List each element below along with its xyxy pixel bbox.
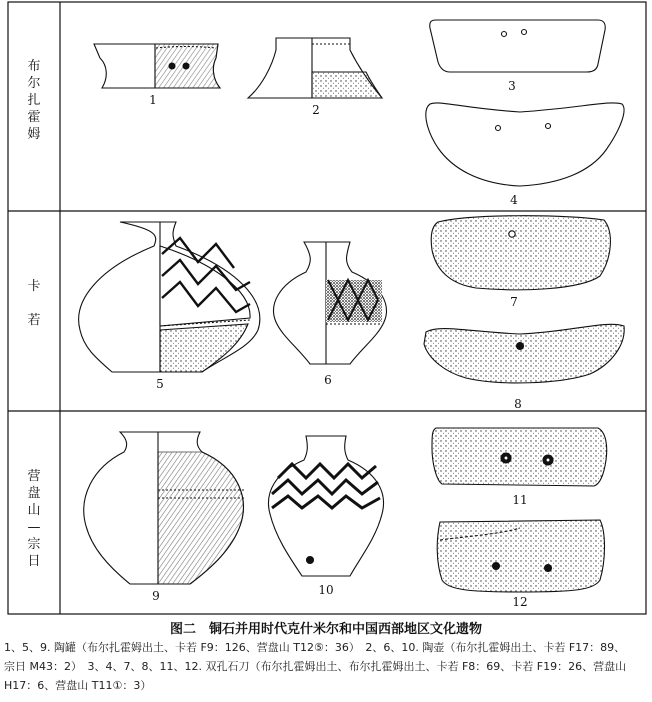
figure-caption: 图二 铜石并用时代克什米尔和中国西部地区文化遗物 xyxy=(169,622,482,637)
row-label-burzahom: 布尔扎霍姆 xyxy=(27,59,41,142)
artifact-4-stone-knife xyxy=(426,103,624,186)
artifact-label-9: 9 xyxy=(152,589,160,603)
figure-notes xyxy=(4,638,648,695)
artifact-10-pot xyxy=(268,436,383,576)
artifact-label-10: 10 xyxy=(318,583,334,597)
row-label-karuo: 卡若 xyxy=(27,279,41,328)
artifact-label-4: 4 xyxy=(510,193,518,207)
artifact-1-jar-fragment xyxy=(94,44,220,88)
artifact-12-stone-knife xyxy=(437,520,604,592)
row-label-yingpanshan-zongri: 营盘山—宗日 xyxy=(27,469,41,569)
artifact-label-11: 11 xyxy=(512,493,528,507)
artifact-label-2: 2 xyxy=(312,103,320,117)
artifact-5-jar xyxy=(79,222,260,372)
artifact-3-stone-knife xyxy=(430,20,605,72)
artifact-9-jar xyxy=(84,432,244,584)
artifact-8-stone-knife xyxy=(424,324,624,383)
note-line: H17：6、营盘山 T11①：3） xyxy=(4,679,152,692)
artifact-7-stone-knife xyxy=(431,216,610,290)
artifact-label-3: 3 xyxy=(508,79,516,93)
artifact-label-12: 12 xyxy=(512,595,528,609)
artifact-label-7: 7 xyxy=(510,295,518,309)
artifact-label-6: 6 xyxy=(324,373,332,387)
artifact-label-5: 5 xyxy=(156,377,164,391)
note-line: 宗日 M43：2） 3、4、7、8、11、12. 双孔石刀（布尔扎霍姆出土、布尔扎霍姆出土、卡若 F8：69、卡若 F19：26、营盘山 xyxy=(4,660,627,673)
artifact-11-stone-knife xyxy=(432,428,607,486)
note-line: 1、5、9. 陶罐（布尔扎霍姆出土、卡若 F9：126、营盘山 T12⑤：36） 2、6、10. 陶壶（布尔扎霍姆出土、卡若 F17：89、 xyxy=(4,641,626,654)
artifact-2-pot-neck xyxy=(248,38,382,98)
artifact-label-1: 1 xyxy=(149,93,157,107)
artifact-6-pot xyxy=(274,242,387,364)
artifact-label-8: 8 xyxy=(514,397,522,411)
